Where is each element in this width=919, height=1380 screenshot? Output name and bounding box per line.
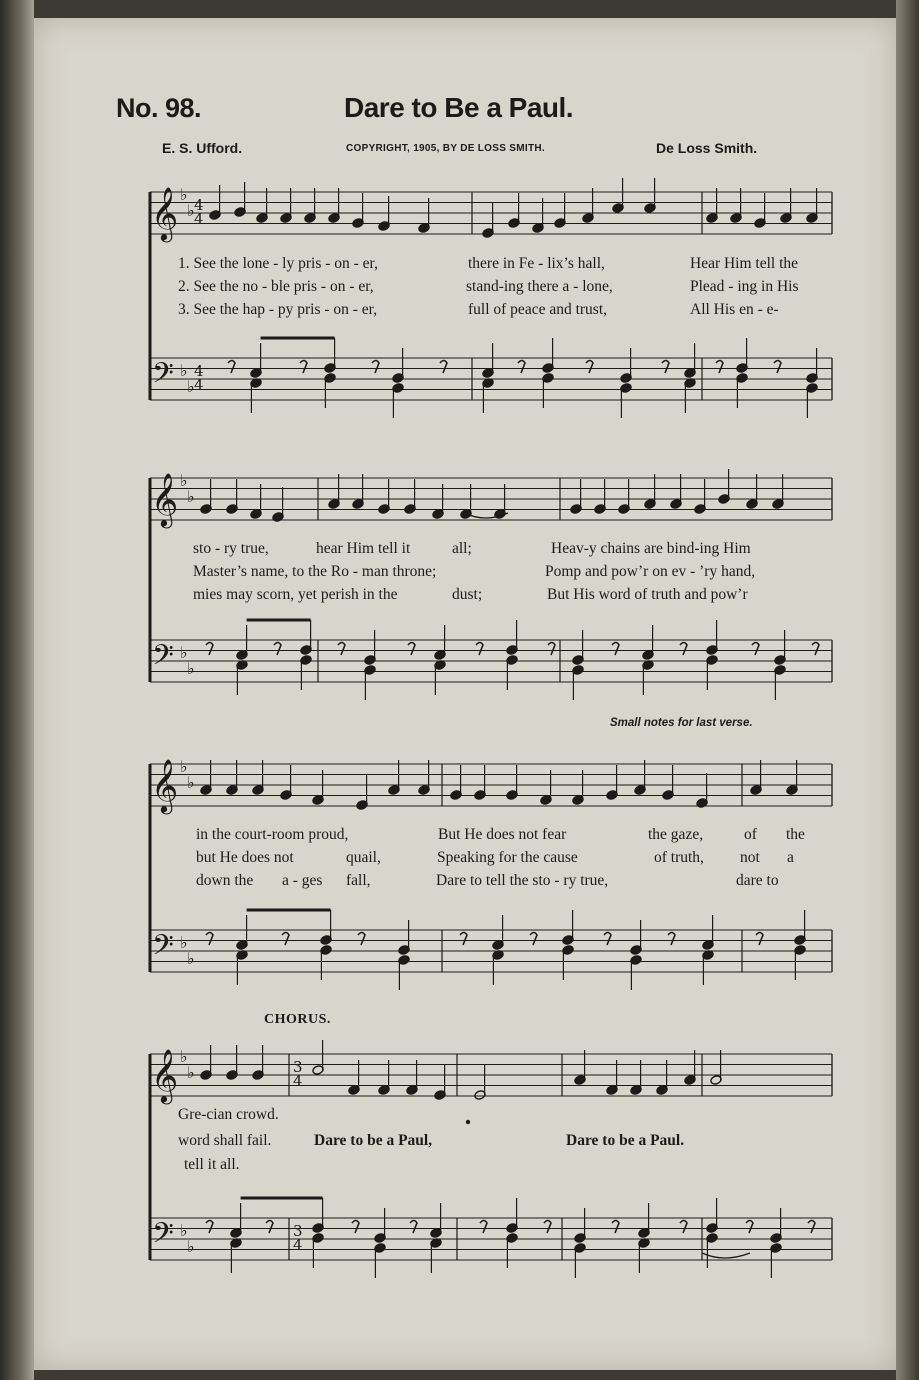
- system4-treble-clef: 𝄞: [151, 1048, 179, 1102]
- lyric-s1-v2-b: stand-ing there a - lone,: [466, 278, 613, 295]
- lyric-s4-v1-a: Gre-cian crowd.: [178, 1106, 279, 1123]
- system3-bass-clef: 𝄢: [152, 929, 174, 969]
- system2-treble-flat-2: ♭: [187, 487, 195, 506]
- system4-treble-flat-2: ♭: [187, 1063, 195, 1082]
- bass-rest-s2-3: [274, 643, 281, 656]
- bass-rest-s1-11: [586, 361, 593, 374]
- hymn-number: No. 98.: [116, 93, 202, 123]
- bass-rest-s4-3: [266, 1221, 273, 1234]
- system4-bass-flat-2: ♭: [187, 1237, 195, 1256]
- bass-rest-s4-9: [480, 1221, 487, 1234]
- system3-bass-flat-1: ♭: [180, 933, 188, 952]
- bass-rest-s3-13: [668, 933, 675, 946]
- lyric-s2-v3-b: dust;: [452, 586, 483, 603]
- system4-treble-flat-1: ♭: [180, 1047, 188, 1066]
- system3-bass-flat-2: ♭: [187, 949, 195, 968]
- chorus-label: CHORUS.: [264, 1012, 331, 1027]
- lyric-s2-v1-c: all;: [452, 540, 472, 557]
- bass-rest-s1-9: [518, 361, 525, 374]
- bass-rest-s2-13: [612, 643, 619, 656]
- lyric-s3-v3-a: down the: [196, 872, 254, 889]
- time-sig-chorus-bass-bottom: 4: [293, 1236, 303, 1254]
- lyric-s2-v1-b: hear Him tell it: [316, 540, 411, 557]
- bass-rest-s2-7: [408, 643, 415, 656]
- lyric-s1-v1-c: Hear Him tell the: [690, 255, 799, 272]
- lyric-s1-v3-b: full of peace and trust,: [468, 301, 608, 318]
- bass-rest-s4-5: [352, 1221, 359, 1234]
- lyric-s2-v1-d: Heav-y chains are bind-ing Him: [551, 540, 751, 557]
- system4-bass-clef: 𝄢: [152, 1217, 174, 1257]
- composer-credit: De Loss Smith.: [656, 140, 758, 156]
- bass-rest-s2-15: [680, 643, 687, 656]
- system3-treble-clef: 𝄞: [151, 758, 179, 812]
- system3-treble-flat-2: ♭: [187, 773, 195, 792]
- time-sig-chorus-treble-top: 3: [293, 1058, 303, 1076]
- lyric-s3-v2-f: a: [787, 849, 794, 866]
- lyric-s3-v3-b: a - ges: [282, 872, 323, 889]
- lyric-s3-v2-b: quail,: [346, 849, 381, 866]
- bass-rest-s1-3: [300, 361, 307, 374]
- bass-rest-s4-13: [612, 1221, 619, 1234]
- system4-bass-flat-1: ♭: [180, 1221, 188, 1240]
- bass-rest-s3-5: [358, 933, 365, 946]
- lyric-s3-v2-a: but He does not: [196, 849, 294, 866]
- bass-rest-s4-11: [544, 1221, 551, 1234]
- lyric-s2-v2-a: Master’s name, to the Ro - man throne;: [193, 563, 437, 580]
- bass-rest-s4-19: [808, 1221, 815, 1234]
- system2-treble-clef: 𝄞: [151, 472, 179, 526]
- bass-rest-s2-1: [206, 643, 213, 656]
- lyric-s1-v2-c: Plead - ing in His: [690, 278, 799, 295]
- bass-rest-s1-5: [372, 361, 379, 374]
- lyric-s1-v1-a: 1. See the lone - ly pris - on - er,: [178, 255, 378, 272]
- small-notes-instruction: Small notes for last verse.: [610, 717, 753, 729]
- bass-rest-s4-1: [206, 1221, 213, 1234]
- author-credit: E. S. Ufford.: [162, 140, 243, 156]
- lyric-s3-v1-a: in the court-room proud,: [196, 826, 349, 843]
- lyric-s1-v2-a: 2. See the no - ble pris - on - er,: [178, 278, 374, 295]
- lyric-s3-v1-b: But He does not fear: [438, 826, 567, 843]
- system1-treble-clef: 𝄞: [151, 186, 179, 240]
- system2-treble-flat-1: ♭: [180, 471, 188, 490]
- time-sig-treble-top: 4: [194, 196, 204, 214]
- time-sig-bass-bottom: 4: [194, 376, 204, 394]
- system3-treble-flat-1: ♭: [180, 757, 188, 776]
- bass-rest-s1-17: [774, 361, 781, 374]
- lyric-s4-v2-a: word shall fail.: [178, 1132, 272, 1149]
- lyric-s3-v3-e: dare to: [736, 872, 779, 889]
- bass-rest-s2-17: [752, 643, 759, 656]
- lyric-s3-v2-d: of truth,: [654, 849, 704, 866]
- bass-rest-s3-15: [756, 933, 763, 946]
- lyric-s2-v1-a: sto - ry true,: [193, 540, 269, 557]
- lyric-s1-v3-a: 3. See the hap - py pris - on - er,: [178, 301, 378, 318]
- time-sig-bass-top: 4: [194, 362, 204, 380]
- bass-rest-s1-7: [440, 361, 447, 374]
- lyric-s3-v1-e: the: [786, 826, 805, 843]
- lyric-s4-v2-c: Dare to be a Paul.: [566, 1132, 685, 1149]
- bass-rest-s1-13: [662, 361, 669, 374]
- bass-rest-s4-7: [410, 1221, 417, 1234]
- lyric-s3-v3-d: Dare to tell the sto - ry true,: [436, 872, 609, 889]
- lyric-s2-v3-d: But His word of truth and pow’r: [547, 586, 748, 603]
- bass-rest-s1-1: [228, 361, 235, 374]
- bass-rest-s4-15: [680, 1221, 687, 1234]
- lyric-s3-v2-e: not: [740, 849, 760, 866]
- bass-rest-s3-3: [282, 933, 289, 946]
- system1-treble-flat-1: ♭: [180, 185, 188, 204]
- bass-rest-s3-7: [460, 933, 467, 946]
- lyric-s3-v1-c: the gaze,: [648, 826, 704, 843]
- copyright-notice: COPYRIGHT, 1905, BY DE LOSS SMITH.: [346, 143, 545, 154]
- bass-rest-s2-19: [812, 643, 819, 656]
- time-sig-chorus-bass-top: 3: [293, 1222, 303, 1240]
- bass-rest-s3-9: [530, 933, 537, 946]
- accent-dot-chorus: [466, 1120, 470, 1124]
- system1-treble-flat-2: ♭: [187, 201, 195, 220]
- bass-rest-s4-17: [746, 1221, 753, 1234]
- bass-rest-s3-11: [604, 933, 611, 946]
- system1-bass-flat-2: ♭: [187, 377, 195, 396]
- system2-bass-flat-2: ♭: [187, 659, 195, 678]
- system1-bass-clef: 𝄢: [152, 357, 174, 397]
- lyric-s2-v3-a: mies may scorn, yet perish in the: [193, 586, 398, 603]
- bass-rest-s2-5: [338, 643, 345, 656]
- lyric-s1-v1-b: there in Fe - lix’s hall,: [468, 255, 605, 272]
- tie-chorus-bass: [702, 1253, 750, 1258]
- bass-rest-s2-9: [476, 643, 483, 656]
- system2-bass-flat-1: ♭: [180, 643, 188, 662]
- time-sig-treble-bottom: 4: [194, 210, 204, 228]
- bass-rest-s1-15: [716, 361, 723, 374]
- lyric-s3-v2-c: Speaking for the cause: [437, 849, 578, 866]
- system1-bass-flat-1: ♭: [180, 361, 188, 380]
- lyric-s1-v3-c: All His en - e-: [690, 301, 779, 318]
- lyric-s2-v2-d: Pomp and pow’r on ev - ’ry hand,: [545, 563, 756, 580]
- bass-rest-s3-1: [206, 933, 213, 946]
- system2-bass-clef: 𝄢: [152, 639, 174, 679]
- lyric-s3-v1-d: of: [744, 826, 757, 843]
- lyric-s4-v2-b: Dare to be a Paul,: [314, 1132, 433, 1149]
- lyric-s4-v3-a: tell it all.: [184, 1156, 240, 1173]
- bass-rest-s2-11: [548, 643, 555, 656]
- hymn-title: Dare to Be a Paul.: [344, 92, 574, 123]
- lyric-s3-v3-c: fall,: [346, 872, 371, 889]
- time-sig-chorus-treble-bottom: 4: [293, 1072, 303, 1090]
